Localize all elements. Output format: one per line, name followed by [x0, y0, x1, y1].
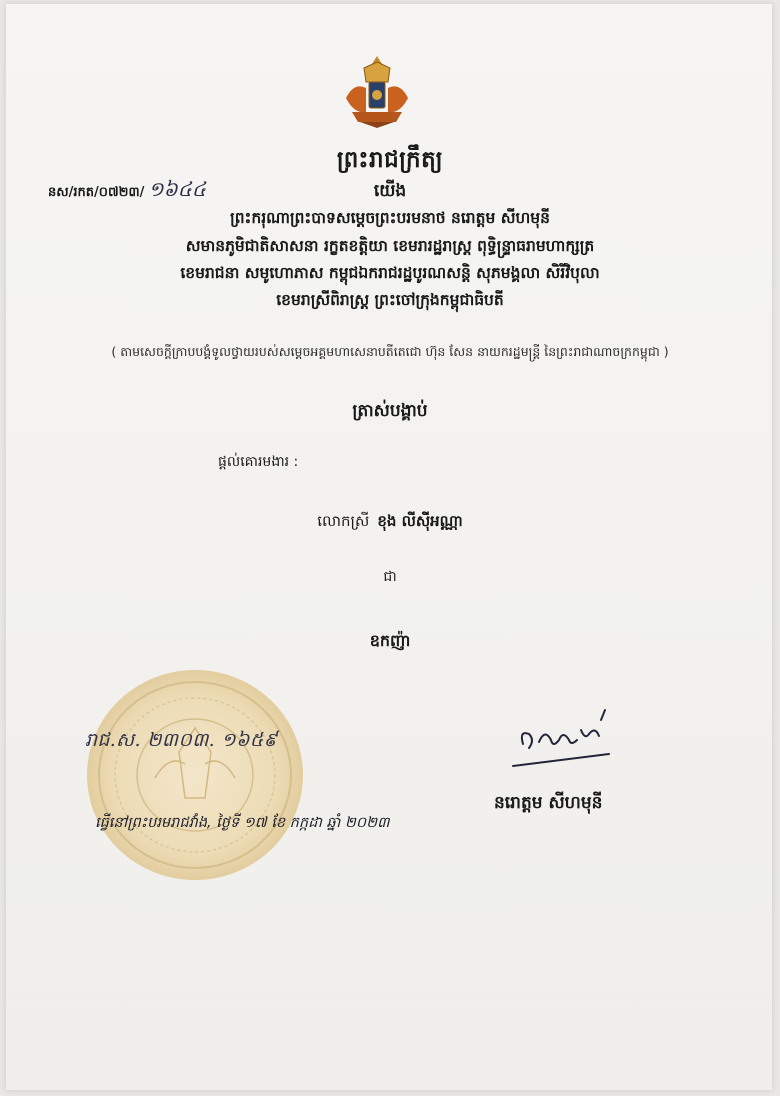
royal-title-line-3: ខេមរាជនា សមូហោភាស កម្ពុជឯករាជរដ្ឋបូរណសន្តិ សុភមង្គលា សិរីវិបុលា	[180, 264, 600, 282]
recipient-name: ខុង លីស៊ីអណ្ណា	[377, 512, 463, 530]
award-label: ផ្តល់គោរមងារ :	[218, 454, 299, 470]
as-word: ជា	[383, 569, 397, 585]
royal-title-line-2: សមានភូមិជាតិសាសនា រក្ខតខត្តិយា ខេមរារដ្ឋរាស្ត្រ ពុទ្ធិន្ទ្រាធរាមហាក្សត្រ	[185, 237, 595, 255]
honorific-title: ឧកញ៉ា	[369, 631, 411, 650]
decree-heading: ត្រាស់បង្គាប់	[352, 401, 428, 421]
issue-date-line: ធ្វើនៅព្រះបរមរាជវាំង, ថ្ងៃទី ១៧ ខែ កក្កដា ឆ្នាំ ២០២៣	[95, 815, 390, 831]
royal-title-line-1: ព្រះករុណាព្រះបាទសម្តេចព្រះបរមនាថ នរោត្តម សីហមុនី	[230, 209, 550, 227]
handwritten-registry-number: រាជ.ស. ២៣០៣. ១៦៥៩	[85, 729, 278, 751]
royal-arms-emblem-icon	[340, 52, 414, 130]
reference-handwritten-number: ១៦៤៤	[148, 177, 206, 201]
recipient-title: លោកស្រី	[317, 512, 370, 530]
royal-title-line-4: ខេមរាស្រីពិរាស្ត្រ ព្រះចៅក្រុងកម្ពុជាធិបតី	[276, 291, 504, 309]
royal-signature-icon	[505, 700, 615, 778]
signer-name: នរោត្តម សីហមុនី	[494, 793, 603, 813]
royal-seal-icon	[85, 668, 305, 883]
proposal-note: ( តាមសេចក្តីក្រាបបង្គំទូលថ្វាយរបស់សម្តេចអគ្គមហាសេនាបតីតេជោ ហ៊ុន សែន នាយករដ្ឋមន្ត្រី នៃព្រះរាជាណាចក្រកម្ពុជា )	[111, 344, 669, 359]
document-title: ព្រះរាជក្រឹត្យ	[336, 147, 444, 173]
recipient-line	[0, 512, 780, 534]
we-heading: យើង	[373, 181, 407, 201]
reference-prefix: នស/រកត/០៧២៣/	[48, 185, 145, 200]
